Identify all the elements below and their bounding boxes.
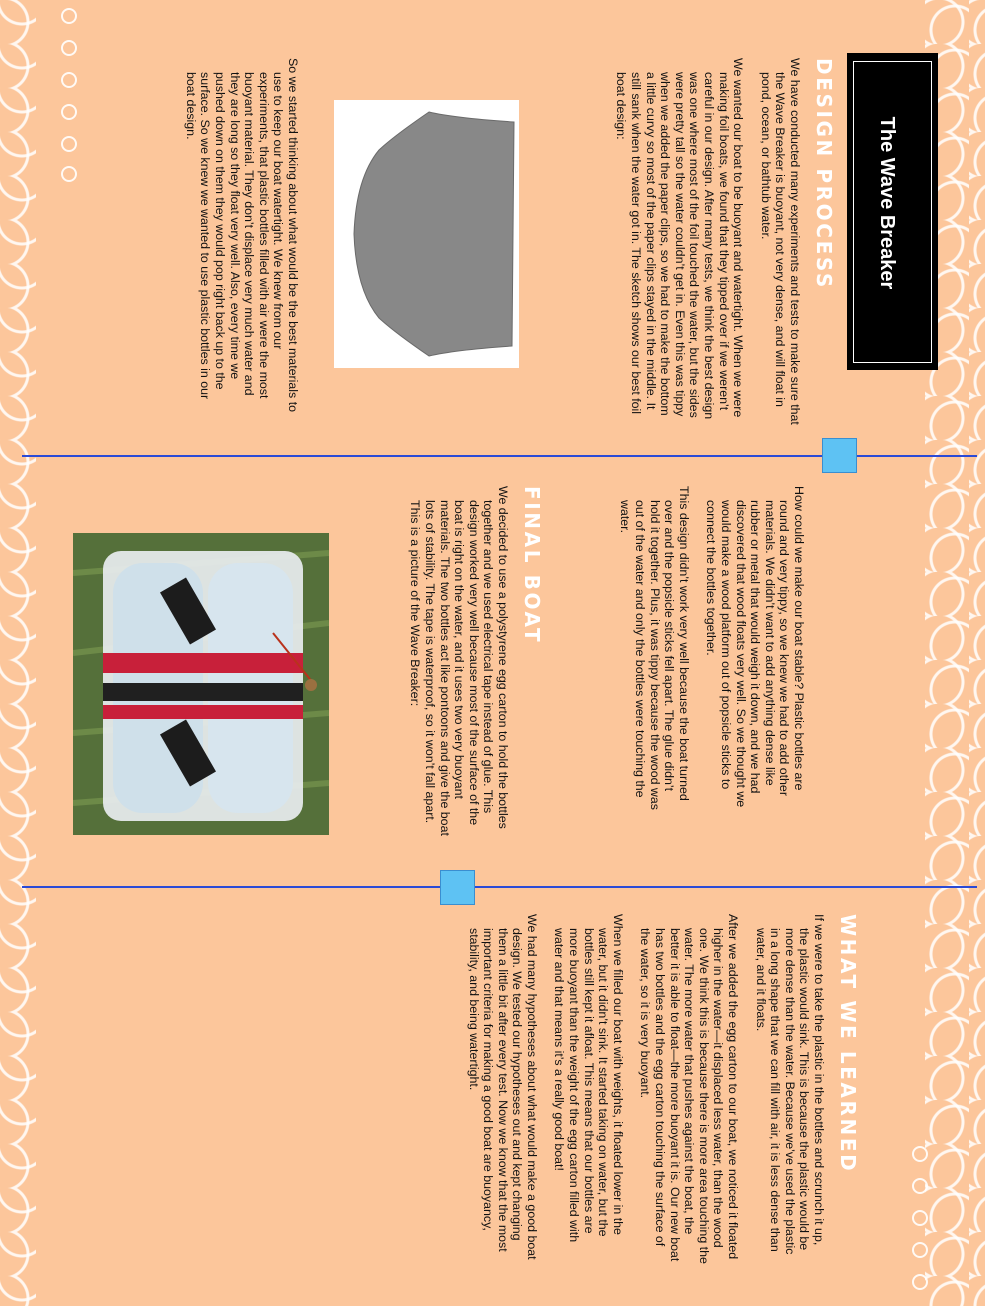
page-title: The Wave Breaker xyxy=(876,116,898,290)
design-process-column-2 xyxy=(170,58,300,422)
wave-breaker-photo xyxy=(73,533,329,835)
design-process-column xyxy=(601,58,836,434)
divider-square-1 xyxy=(822,438,857,473)
stability-question: How could we make our boat stable? Plastic bottles are round and very tippy, so we knew we had to add other materials. We didn’t want to add anything dense like rubber or metal that would weigh it down, and we had discovered that wood floats very well. So we thought we would make a wood platform out of popsicle sticks to connect the bottles together. xyxy=(704,486,806,808)
final-boat-description: We decided to use a polystyrene egg carton to hold the bottles together and we used electrical tape instead of glue. This design worked very well because most of the surface of the boat is right on the water, and it uses two very buoyant materials. The two bottles act like pontoons and give the boat lots of stability. The tape is waterproof, so it won’t fall apart. This is a picture of the Wave Breaker: xyxy=(408,486,510,836)
final-boat-heading: FINAL BOAT xyxy=(520,486,544,645)
foil-boat-sketch-drawing xyxy=(334,100,519,368)
design-process-materials: So we started thinking about what would be the best materials to use to keep our boat watertight. We knew from our experiments, that plastic bottles filled with air were the most buoyant material. They don’t displace very much water and they are long so they float very well. Also, every time we pushed down on them they would pop right back up to the surface. So we knew we wanted to use plastic bottles in our boat design. xyxy=(183,58,300,413)
learned-plastic: If we were to take the plastic in the bottles and scrunch it up, the plastic would sink. This is because the plastic would be more dense than the water. Because we’ve used the plastic in a long shape that we can fill with air, it is less dense than water, and it floats. xyxy=(753,914,826,1255)
title-box xyxy=(847,53,938,370)
design-process-foil: We wanted our boat to be buoyant and watertight. When we were making foil boats, we found that they tipped over if we weren’t careful in our design. After many tests, we think the best design was one where most of the foil touched the water, but the sides were pretty tall so the water couldn’t get in. Even this was tippy when we added the paper clips, so we had to make the bottom a little curvy so most of the paper clips stayed in the middle. It still sank when the water got in. The sketch shows our best foil boat design: xyxy=(614,58,746,420)
learned-column-1 xyxy=(453,914,860,1264)
divider-square-2 xyxy=(440,870,475,905)
learned-hypotheses: We had many hypotheses about what would make a good boat design. We tested our hypotheses out and kept changing them a little bit after every test. Now we know that the most important criteria for making a good boat are buoyancy, stability, and being watertight. xyxy=(466,914,539,1260)
learned-egg-carton: After we added the egg carton to our boat, we noticed it floated higher in the water—it displaced less water, than the wood one. We think this is because there is more area touching the water. The more water that pushes against the boat, the better it is able to float—the more buoyant it is. Our new boat has two bottles and the egg carton touching the surface of the water, so it is very buoyant. xyxy=(638,914,741,1264)
design-process-intro: We have conducted many experiments and tests to make sure that the Wave Breaker is buoyant, not very dense, and will float in pond, ocean, or bathtub water. xyxy=(758,58,802,425)
scalloped-border-left-overlay xyxy=(0,0,36,1306)
design-process-heading: DESIGN PROCESS xyxy=(812,58,836,290)
foil-boat-sketch xyxy=(334,100,519,368)
learned-weights: When we filled our boat with weights, it floated lower in the water, but it didn’t sink. It started taking on water, but the bottles still kept it afloat. This means that our bottles are more buoyant than the weight of the egg carton filled with water and that means it’s a really good boat! xyxy=(552,914,625,1243)
final-boat-column xyxy=(395,486,544,848)
what-we-learned-heading: WHAT WE LEARNED xyxy=(836,914,860,1174)
stability-result: This design didn’t work very well because the boat turned over and the popsicle sticks fell apart. The glue didn’t hold it together. Plus, it was tippy because the wood was out of the water and only the bottles were touching the water. xyxy=(618,486,691,810)
wave-breaker-photo-drawing xyxy=(73,533,329,835)
stability-column xyxy=(605,486,806,816)
panel-divider-2 xyxy=(22,886,977,888)
